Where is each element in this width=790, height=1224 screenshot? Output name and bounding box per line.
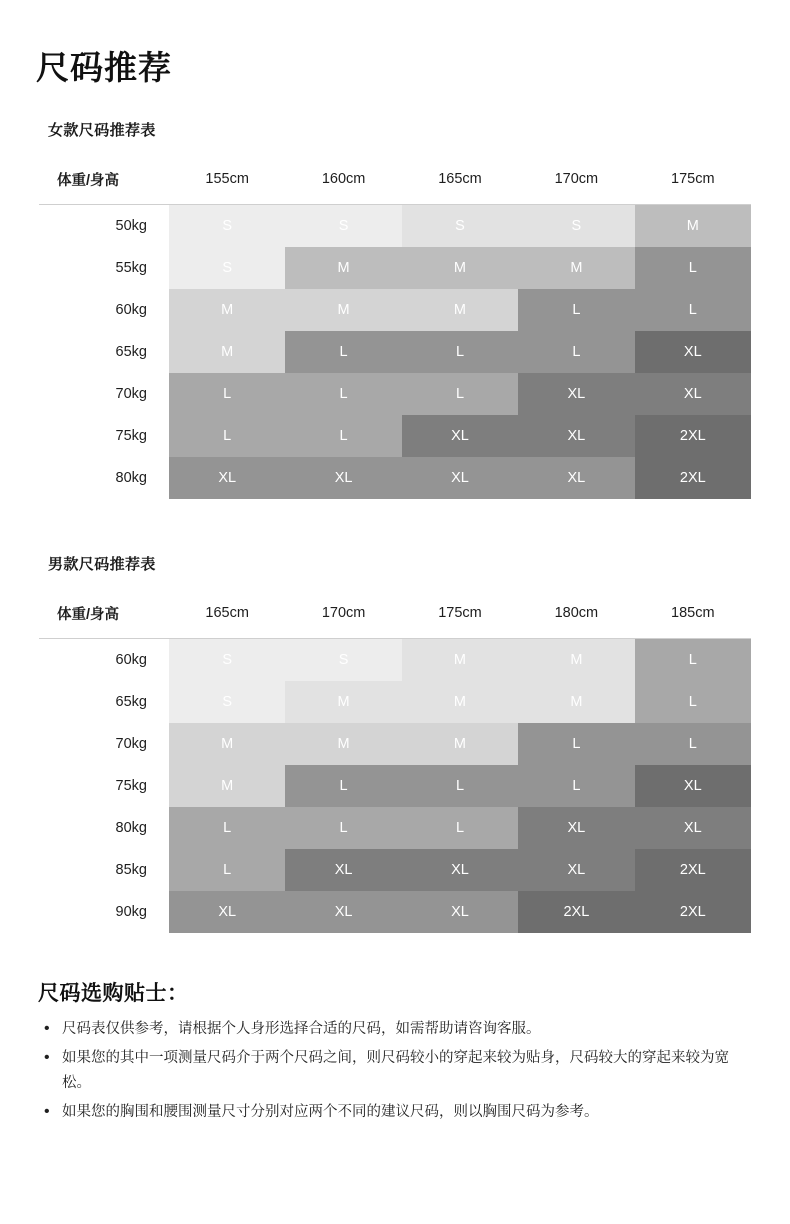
men-table-head	[39, 588, 751, 639]
size-cell: L	[285, 415, 401, 457]
women-col-header: 170cm	[518, 154, 634, 205]
size-cell: L	[402, 373, 518, 415]
size-cell: XL	[402, 891, 518, 933]
size-cell: L	[518, 765, 634, 807]
men-row-header: 90kg	[39, 891, 169, 933]
size-cell: M	[518, 639, 634, 682]
size-cell: XL	[285, 891, 401, 933]
size-cell: L	[169, 807, 285, 849]
size-cell: XL	[518, 373, 634, 415]
table-row	[39, 331, 751, 373]
size-cell: L	[518, 289, 634, 331]
men-table-body	[39, 639, 751, 934]
table-row	[39, 289, 751, 331]
table-row	[39, 849, 751, 891]
table-header-row	[39, 588, 751, 639]
women-col-header: 175cm	[635, 154, 751, 205]
size-cell: XL	[169, 891, 285, 933]
size-cell: M	[285, 247, 401, 289]
size-cell: L	[169, 415, 285, 457]
size-cell: M	[169, 331, 285, 373]
size-cell: L	[285, 765, 401, 807]
women-corner-label: 体重/身高	[39, 154, 169, 205]
men-row-header: 75kg	[39, 765, 169, 807]
table-row	[39, 723, 751, 765]
size-cell: S	[285, 205, 401, 248]
men-row-header: 65kg	[39, 681, 169, 723]
tips-title: 尺码选购贴士：	[38, 982, 189, 1005]
size-cell: M	[169, 765, 285, 807]
size-cell: S	[169, 639, 285, 682]
size-cell: L	[635, 289, 751, 331]
size-cell: L	[635, 681, 751, 723]
men-col-header: 170cm	[285, 588, 401, 639]
women-col-header: 155cm	[169, 154, 285, 205]
size-cell: M	[635, 205, 751, 248]
women-col-header: 160cm	[285, 154, 401, 205]
men-row-header: 80kg	[39, 807, 169, 849]
size-cell: L	[285, 331, 401, 373]
size-cell: XL	[518, 457, 634, 499]
size-cell: L	[402, 807, 518, 849]
women-table-body	[39, 205, 751, 500]
size-cell: XL	[635, 807, 751, 849]
men-col-header: 185cm	[635, 588, 751, 639]
size-cell: S	[285, 639, 401, 682]
table-row	[39, 891, 751, 933]
size-cell: M	[169, 723, 285, 765]
size-cell: L	[169, 849, 285, 891]
size-cell: 2XL	[635, 891, 751, 933]
size-cell: 2XL	[635, 849, 751, 891]
size-cell: L	[635, 247, 751, 289]
size-cell: XL	[402, 457, 518, 499]
size-cell: XL	[402, 849, 518, 891]
size-cell: L	[169, 373, 285, 415]
table-row	[39, 415, 751, 457]
table-row	[39, 639, 751, 682]
table-header-row	[39, 154, 751, 205]
size-cell: XL	[635, 765, 751, 807]
list-item: • 如果您的胸围和腰围测量尺寸分别对应两个不同的建议尺码，则以胸围尺码为参考。	[36, 1100, 754, 1125]
size-cell: XL	[635, 331, 751, 373]
men-col-header: 165cm	[169, 588, 285, 639]
table-row	[39, 681, 751, 723]
size-cell: L	[518, 723, 634, 765]
size-cell: 2XL	[518, 891, 634, 933]
women-section-title: 女款尺码推荐表	[48, 122, 156, 139]
table-row	[39, 247, 751, 289]
size-cell: M	[285, 289, 401, 331]
men-row-header: 70kg	[39, 723, 169, 765]
size-cell: L	[285, 807, 401, 849]
table-row	[39, 765, 751, 807]
size-cell: M	[169, 289, 285, 331]
size-cell: XL	[402, 415, 518, 457]
table-row	[39, 457, 751, 499]
list-item: • 如果您的其中一项测量尺码介于两个尺码之间，则尺码较小的穿起来较为贴身，尺码较大的穿起来较为宽松。	[36, 1046, 754, 1096]
sizing-tips-section	[30, 977, 760, 1125]
tips-list	[36, 1017, 754, 1125]
size-cell: L	[402, 765, 518, 807]
women-size-section	[30, 119, 760, 499]
men-col-header: 175cm	[402, 588, 518, 639]
size-cell: M	[402, 639, 518, 682]
size-cell: M	[285, 681, 401, 723]
size-cell: XL	[518, 415, 634, 457]
women-row-header: 80kg	[39, 457, 169, 499]
size-cell: L	[635, 723, 751, 765]
size-cell: 2XL	[635, 457, 751, 499]
size-cell: L	[285, 373, 401, 415]
men-size-table	[39, 588, 751, 933]
size-cell: S	[169, 247, 285, 289]
size-cell: M	[518, 681, 634, 723]
men-row-header: 60kg	[39, 639, 169, 682]
size-cell: XL	[635, 373, 751, 415]
size-recommendation-page	[0, 42, 790, 1224]
size-cell: L	[635, 639, 751, 682]
women-row-header: 65kg	[39, 331, 169, 373]
table-row	[39, 205, 751, 248]
women-col-header: 165cm	[402, 154, 518, 205]
men-row-header: 85kg	[39, 849, 169, 891]
size-cell: M	[285, 723, 401, 765]
size-cell: L	[402, 331, 518, 373]
men-corner-label: 体重/身高	[39, 588, 169, 639]
men-section-title: 男款尺码推荐表	[48, 556, 156, 573]
size-cell: XL	[169, 457, 285, 499]
men-col-header: 180cm	[518, 588, 634, 639]
table-row	[39, 807, 751, 849]
size-cell: XL	[518, 849, 634, 891]
size-cell: S	[169, 681, 285, 723]
size-cell: M	[402, 289, 518, 331]
size-cell: M	[518, 247, 634, 289]
women-row-header: 70kg	[39, 373, 169, 415]
list-item: • 尺码表仅供参考，请根据个人身形选择合适的尺码，如需帮助请咨询客服。	[36, 1017, 754, 1042]
women-size-table	[39, 154, 751, 499]
size-cell: S	[518, 205, 634, 248]
table-row	[39, 373, 751, 415]
size-cell: S	[402, 205, 518, 248]
women-table-head	[39, 154, 751, 205]
page-title: 尺码推荐	[36, 49, 172, 86]
women-row-header: 60kg	[39, 289, 169, 331]
men-size-section	[30, 553, 760, 933]
size-cell: L	[518, 331, 634, 373]
size-cell: M	[402, 681, 518, 723]
size-cell: XL	[285, 457, 401, 499]
size-cell: XL	[518, 807, 634, 849]
women-row-header: 55kg	[39, 247, 169, 289]
women-row-header: 75kg	[39, 415, 169, 457]
women-row-header: 50kg	[39, 205, 169, 248]
size-cell: 2XL	[635, 415, 751, 457]
size-cell: S	[169, 205, 285, 248]
size-cell: M	[402, 247, 518, 289]
size-cell: XL	[285, 849, 401, 891]
size-cell: M	[402, 723, 518, 765]
